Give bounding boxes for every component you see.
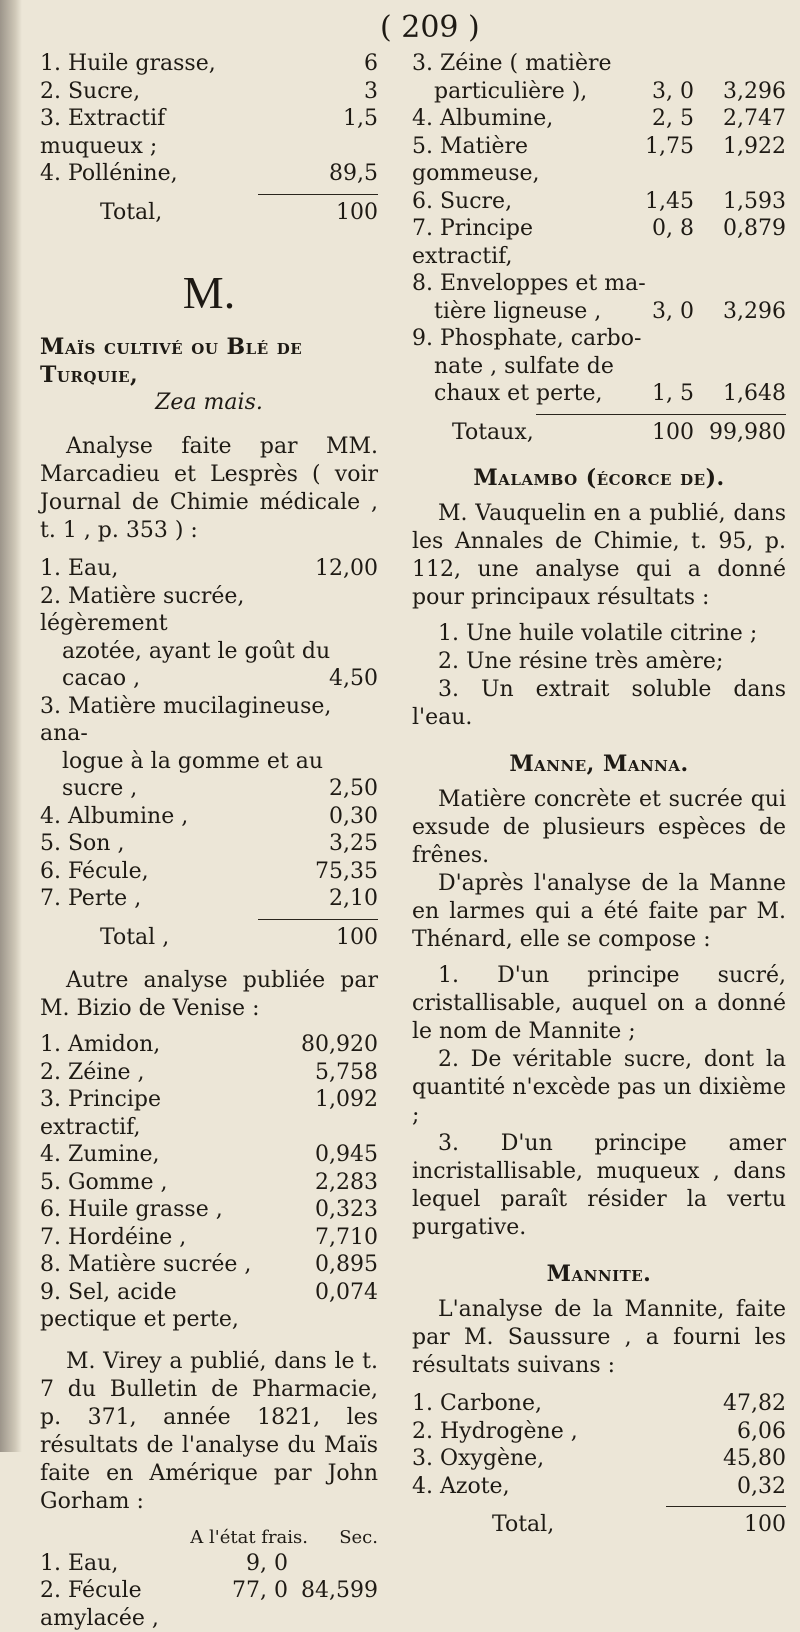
gorham-item-label: 2. Fécule amylacée , bbox=[40, 1577, 218, 1632]
mais-item-row bbox=[40, 748, 378, 776]
total-label: Total , bbox=[100, 924, 268, 952]
gorham-cont-item-label: 9. Phosphate, carbo- bbox=[412, 325, 786, 353]
gorham-item-row bbox=[40, 1550, 378, 1578]
bizio-item-value: 0,074 bbox=[268, 1279, 378, 1307]
gorham-cont-item-row bbox=[412, 325, 786, 353]
mais-item-label: logue à la gomme et au bbox=[40, 748, 378, 776]
total-label: Total, bbox=[100, 199, 268, 227]
analysis-intro: Analyse faite par MM. Marcadieu et Lesprès ( voir Journal de Chimie médicale , t. 1 , p. 353 ) : bbox=[40, 433, 378, 545]
gorham-cont-item-fresh-value: 3, 0 bbox=[612, 78, 694, 106]
virey-paragraph: M. Virey a publié, dans le t. 7 du Bulletin de Pharmacie, p. 371, année 1821, les résultats de l'analyse du Maïs faite en Amérique par John Gorham : bbox=[40, 1348, 378, 1516]
pollen-analysis-list bbox=[40, 50, 378, 188]
gorham-cont-item-dry-value: 2,747 bbox=[694, 105, 786, 133]
mais-item-value: 75,35 bbox=[268, 858, 378, 886]
mais-item-value: 0,30 bbox=[268, 803, 378, 831]
total-row bbox=[40, 199, 378, 227]
mannite-item-label: 1. Carbone, bbox=[412, 1390, 676, 1418]
pollen-item-label: 4. Pollénine, bbox=[40, 160, 268, 188]
mais-item-label: 3. Matière mucilagineuse, ana- bbox=[40, 693, 378, 748]
totals-dry-value: 99,980 bbox=[694, 419, 786, 447]
malambo-item: 3. Un extrait soluble dans l'eau. bbox=[412, 676, 786, 732]
mais-item-label: 4. Albumine , bbox=[40, 803, 268, 831]
gorham-cont-item-row bbox=[412, 50, 786, 78]
malambo-list bbox=[412, 620, 786, 732]
mannite-item-row bbox=[412, 1418, 786, 1446]
mais-item-label: 2. Matière sucrée, légèrement bbox=[40, 583, 378, 638]
gorham-cont-item-row bbox=[412, 105, 786, 133]
totals-rule bbox=[536, 414, 786, 415]
bizio-item-value: 1,092 bbox=[268, 1086, 378, 1114]
pollen-item-row bbox=[40, 50, 378, 78]
mannite-item-row bbox=[412, 1473, 786, 1501]
bizio-item-value: 80,920 bbox=[268, 1031, 378, 1059]
gorham-cont-item-label: chaux et perte, bbox=[412, 380, 612, 408]
mais-item-row bbox=[40, 555, 378, 583]
gorham-cont-item-row bbox=[412, 380, 786, 408]
bizio-item-row bbox=[40, 1251, 378, 1279]
totals-fresh-value: 100 bbox=[612, 419, 694, 447]
mais-item-row bbox=[40, 803, 378, 831]
gorham-cont-item-row bbox=[412, 298, 786, 326]
bizio-item-label: 2. Zéine , bbox=[40, 1059, 268, 1087]
bizio-item-value: 2,283 bbox=[268, 1169, 378, 1197]
pollen-item-label: 2. Sucre, bbox=[40, 78, 268, 106]
gorham-cont-item-fresh-value: 1,45 bbox=[612, 188, 694, 216]
gorham-cont-item-row bbox=[412, 270, 786, 298]
gorham-cont-item-dry-value: 3,296 bbox=[694, 78, 786, 106]
gorham-cont-item-fresh-value: 3, 0 bbox=[612, 298, 694, 326]
mais-item-row bbox=[40, 830, 378, 858]
mannite-paragraph: L'analyse de la Mannite, faite par M. Saussure , a fourni les résultats suivans : bbox=[412, 1296, 786, 1380]
pollen-item-label: 3. Extractif muqueux ; bbox=[40, 105, 268, 160]
page-number: ( 209 ) bbox=[380, 10, 480, 45]
malambo-paragraph: M. Vauquelin en a publié, dans les Annales de Chimie, t. 95, p. 112, une analyse qui a donné pour principaux résultats : bbox=[412, 500, 786, 612]
total-row bbox=[40, 924, 378, 952]
mais-item-value: 2,50 bbox=[268, 775, 378, 803]
pollen-item-row bbox=[40, 78, 378, 106]
gorham-cont-item-fresh-value: 0, 8 bbox=[612, 215, 694, 243]
mais-item-label: cacao , bbox=[40, 665, 268, 693]
total-label: Total, bbox=[492, 1511, 676, 1539]
bizio-item-label: 9. Sel, acide pectique et perte, bbox=[40, 1279, 268, 1334]
gorham-cont-item-label: 4. Albumine, bbox=[412, 105, 612, 133]
section-letter: M. bbox=[40, 266, 378, 319]
pollen-item-value: 89,5 bbox=[268, 160, 378, 188]
mais-latin-name: Zea mais. bbox=[40, 389, 378, 417]
total-value: 100 bbox=[268, 924, 378, 952]
bizio-item-label: 7. Hordéine , bbox=[40, 1224, 268, 1252]
bizio-item-row bbox=[40, 1086, 378, 1141]
bizio-item-row bbox=[40, 1196, 378, 1224]
gorham-cont-item-row bbox=[412, 78, 786, 106]
mais-item-label: 5. Son , bbox=[40, 830, 268, 858]
mais-item-row bbox=[40, 885, 378, 913]
pollen-item-value: 1,5 bbox=[268, 105, 378, 133]
total-rule bbox=[258, 194, 378, 195]
mannite-item-value: 0,32 bbox=[676, 1473, 786, 1501]
gorham-cont-item-row bbox=[412, 215, 786, 270]
mais-item-label: 1. Eau, bbox=[40, 555, 268, 583]
mannite-heading: Mannite. bbox=[412, 1260, 786, 1288]
malambo-heading: Malambo (écorce de). bbox=[412, 464, 786, 492]
bizio-item-row bbox=[40, 1059, 378, 1087]
bizio-item-label: 8. Matière sucrée , bbox=[40, 1251, 268, 1279]
bizio-item-row bbox=[40, 1224, 378, 1252]
totals-row bbox=[412, 419, 786, 447]
manne-paragraph-2: D'après l'analyse de la Manne en larmes qui a été faite par M. Thénard, elle se compose : bbox=[412, 870, 786, 954]
gorham-cont-item-label: particulière ), bbox=[412, 78, 612, 106]
manne-item: 3. D'un principe amer incristallisable, muqueux , dans lequel paraît résider la vertu purgative. bbox=[412, 1130, 786, 1242]
gorham-cont-item-fresh-value: 2, 5 bbox=[612, 105, 694, 133]
manne-item: 2. De véritable sucre, dont la quantité n'excède pas un dixième ; bbox=[412, 1046, 786, 1130]
bizio-item-value: 5,758 bbox=[268, 1059, 378, 1087]
gorham-item-row bbox=[40, 1577, 378, 1632]
mais-item-value: 2,10 bbox=[268, 885, 378, 913]
total-row bbox=[412, 1511, 786, 1539]
gorham-cont-item-row bbox=[412, 133, 786, 188]
mannite-item-label: 4. Azote, bbox=[412, 1473, 676, 1501]
manne-paragraph-1: Matière concrète et sucrée qui exsude de plusieurs espèces de frênes. bbox=[412, 786, 786, 870]
mais-item-label: 7. Perte , bbox=[40, 885, 268, 913]
mais-item-row bbox=[40, 775, 378, 803]
bizio-item-value: 7,710 bbox=[268, 1224, 378, 1252]
mais-item-row bbox=[40, 583, 378, 638]
mais-item-value: 4,50 bbox=[268, 665, 378, 693]
gorham-analysis-list bbox=[40, 1550, 378, 1632]
mais-item-label: azotée, ayant le goût du bbox=[40, 638, 378, 666]
gorham-cont-item-dry-value: 3,296 bbox=[694, 298, 786, 326]
mais-analysis-list bbox=[40, 555, 378, 913]
total-value: 100 bbox=[676, 1511, 786, 1539]
malambo-item: 2. Une résine très amère; bbox=[412, 648, 786, 676]
gorham-cont-item-label: 8. Enveloppes et ma- bbox=[412, 270, 786, 298]
mannite-item-value: 6,06 bbox=[676, 1418, 786, 1446]
bizio-item-value: 0,945 bbox=[268, 1141, 378, 1169]
mais-item-label: sucre , bbox=[40, 775, 268, 803]
gorham-fresh-value: 77, 0 bbox=[218, 1577, 288, 1605]
gorham-column-header bbox=[40, 1526, 378, 1550]
bizio-item-row bbox=[40, 1141, 378, 1169]
mais-item-label: 6. Fécule, bbox=[40, 858, 268, 886]
analysis2-intro: Autre analyse publiée par M. Bizio de Venise : bbox=[40, 967, 378, 1023]
gorham-cont-item-label: nate , sulfate de bbox=[412, 353, 786, 381]
pollen-item-row bbox=[40, 160, 378, 188]
gorham-cont-item-dry-value: 1,922 bbox=[694, 133, 786, 161]
gorham-analysis-continued bbox=[412, 50, 786, 408]
pollen-item-label: 1. Huile grasse, bbox=[40, 50, 268, 78]
mannite-item-label: 2. Hydrogène , bbox=[412, 1418, 676, 1446]
page-edge-shadow bbox=[0, 0, 22, 1452]
totals-label: Totaux, bbox=[452, 419, 612, 447]
gorham-cont-item-row bbox=[412, 188, 786, 216]
gorham-cont-item-fresh-value: 1, 5 bbox=[612, 380, 694, 408]
gorham-cont-item-row bbox=[412, 353, 786, 381]
total-rule bbox=[258, 919, 378, 920]
gorham-item-label: 1. Eau, bbox=[40, 1550, 218, 1578]
gorham-fresh-value: 9, 0 bbox=[218, 1550, 288, 1578]
gorham-cont-item-fresh-value: 1,75 bbox=[612, 133, 694, 161]
mais-item-row bbox=[40, 858, 378, 886]
gorham-cont-item-dry-value: 1,593 bbox=[694, 188, 786, 216]
mannite-item-value: 47,82 bbox=[676, 1390, 786, 1418]
gorham-cont-item-label: 7. Principe extractif, bbox=[412, 215, 612, 270]
bizio-item-value: 0,895 bbox=[268, 1251, 378, 1279]
mannite-item-row bbox=[412, 1390, 786, 1418]
bizio-item-label: 5. Gomme , bbox=[40, 1169, 268, 1197]
bizio-item-label: 3. Principe extractif, bbox=[40, 1086, 268, 1141]
mais-item-row bbox=[40, 665, 378, 693]
gorham-cont-item-label: tière ligneuse , bbox=[412, 298, 612, 326]
bizio-item-value: 0,323 bbox=[268, 1196, 378, 1224]
mannite-item-value: 45,80 bbox=[676, 1445, 786, 1473]
gorham-cont-item-label: 5. Matière gommeuse, bbox=[412, 133, 612, 188]
gorham-cont-item-dry-value: 1,648 bbox=[694, 380, 786, 408]
dry-state-header: Sec. bbox=[308, 1526, 378, 1550]
mais-item-row bbox=[40, 638, 378, 666]
bizio-item-label: 6. Huile grasse , bbox=[40, 1196, 268, 1224]
manne-item: 1. D'un principe sucré, cristallisable, auquel on a donné le nom de Mannite ; bbox=[412, 962, 786, 1046]
bizio-analysis-list bbox=[40, 1031, 378, 1334]
total-value: 100 bbox=[268, 199, 378, 227]
manne-heading: Manne, Manna. bbox=[412, 750, 786, 778]
mais-item-row bbox=[40, 693, 378, 748]
bizio-item-label: 1. Amidon, bbox=[40, 1031, 268, 1059]
bizio-item-row bbox=[40, 1169, 378, 1197]
pollen-item-value: 3 bbox=[268, 78, 378, 106]
bizio-item-row bbox=[40, 1279, 378, 1334]
mannite-item-row bbox=[412, 1445, 786, 1473]
left-column bbox=[40, 50, 378, 1632]
mais-heading: Maïs cultivé ou Blé de Turquie, bbox=[40, 333, 378, 389]
bizio-item-label: 4. Zumine, bbox=[40, 1141, 268, 1169]
malambo-item: 1. Une huile volatile citrine ; bbox=[412, 620, 786, 648]
fresh-state-header: A l'état frais. bbox=[188, 1526, 308, 1550]
gorham-dry-value: 84,599 bbox=[288, 1577, 378, 1605]
mannite-analysis-list bbox=[412, 1390, 786, 1500]
right-column bbox=[412, 50, 786, 1539]
bizio-item-row bbox=[40, 1031, 378, 1059]
total-rule bbox=[666, 1506, 786, 1507]
pollen-item-value: 6 bbox=[268, 50, 378, 78]
mais-item-value: 12,00 bbox=[268, 555, 378, 583]
mais-item-value: 3,25 bbox=[268, 830, 378, 858]
mannite-item-label: 3. Oxygène, bbox=[412, 1445, 676, 1473]
gorham-cont-item-label: 3. Zéine ( matière bbox=[412, 50, 786, 78]
manne-composition-list bbox=[412, 962, 786, 1242]
gorham-cont-item-dry-value: 0,879 bbox=[694, 215, 786, 243]
pollen-item-row bbox=[40, 105, 378, 160]
gorham-cont-item-label: 6. Sucre, bbox=[412, 188, 612, 216]
